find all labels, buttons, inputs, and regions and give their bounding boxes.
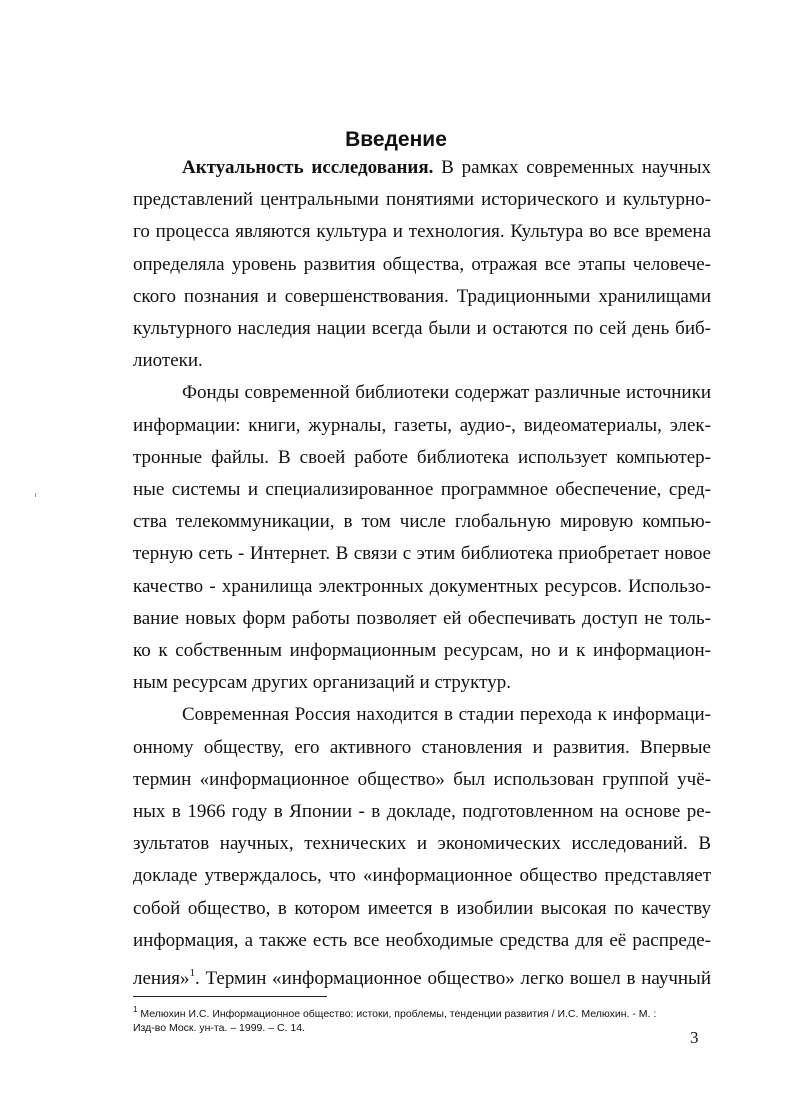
text-line: Фонды современной библиотеки содержат различные источники [182,382,711,404]
text-line: информация, а также есть все необходимые средства для её распреде- [133,929,711,951]
text-line: термин «информационное общество» был использован группой учё- [133,768,711,790]
text-line: го процесса являются культура и технология. Культура во все времена [133,221,711,243]
body-text [133,152,711,995]
text-run: ления» [133,968,190,990]
paragraph-information-society [133,699,711,995]
text-line: ства телекоммуникации, в том числе глобальную мировую компью- [133,511,711,533]
text-line: ко к собственным информационным ресурсам, но и к информацион- [133,640,711,662]
text-run: В рамках современных научных [433,157,711,178]
text-line: онному обществу, его активного становления и развития. Впервые [133,736,711,758]
lead-phrase: Актуальность исследования. [182,157,434,178]
text-line: Современная Россия находится в стадии перехода к информаци- [182,704,711,726]
paragraph-library-funds [133,377,711,699]
text-line: ных в 1966 году в Японии - в докладе, подготовленном на основе ре- [133,801,711,823]
footnote-line: Изд-во Моск. ун-та. – 1999. – С. 14. [133,1022,305,1034]
text-line: информации: книги, журналы, газеты, аудио-, видеоматериалы, элек- [133,414,711,436]
text-line [133,957,711,995]
text-line: ным ресурсам других организаций и структур. [133,672,511,694]
footnote [133,1003,711,1035]
page-number: 3 [690,1028,699,1047]
text-line: качество - хранилища электронных документных ресурсов. Использо- [133,575,711,597]
page-title: Введение [345,128,447,151]
text-line: ского познания и совершенствования. Традиционными хранилищами [133,285,711,307]
text-line [133,152,711,184]
text-line: терную сеть - Интернет. В связи с этим библиотека приобретает новое [133,543,711,565]
text-line: вание новых форм работы позволяет ей обеспечивать доступ не толь- [133,607,711,629]
text-line: представлений центральными понятиями исторического и культурно- [133,189,711,211]
scan-speck [35,493,36,497]
paragraph-relevance [133,152,711,377]
text-line: зультатов научных, технических и экономических исследований. В [133,833,711,855]
text-line: культурного наследия нации всегда были и остаются по сей день биб- [133,318,711,340]
footnote-line [133,1003,711,1021]
text-line: докладе утверждалось, что «информационное общество представляет [133,865,711,887]
footnote-separator [133,996,327,997]
text-run: . Термин «информационное общество» легко вошел в научный [195,968,711,990]
text-line: ные системы и специализированное программное обеспечение, сред- [133,479,711,501]
footnote-text: Мелюхин И.С. Информационное общество: истоки, проблемы, тенденции развития / И.С. Мелюхин. - М. : [137,1008,657,1020]
text-line: тронные файлы. В своей работе библиотека использует компьютер- [133,446,711,468]
text-line: собой общество, в котором имеется в изобилии высокая по качеству [133,897,711,919]
footnote-marker: 1 [133,1005,138,1014]
footnote-reference[interactable]: 1 [189,967,195,980]
text-line: лиотеки. [133,350,203,372]
text-line: определяла уровень развития общества, отражая все этапы человече- [133,253,711,275]
